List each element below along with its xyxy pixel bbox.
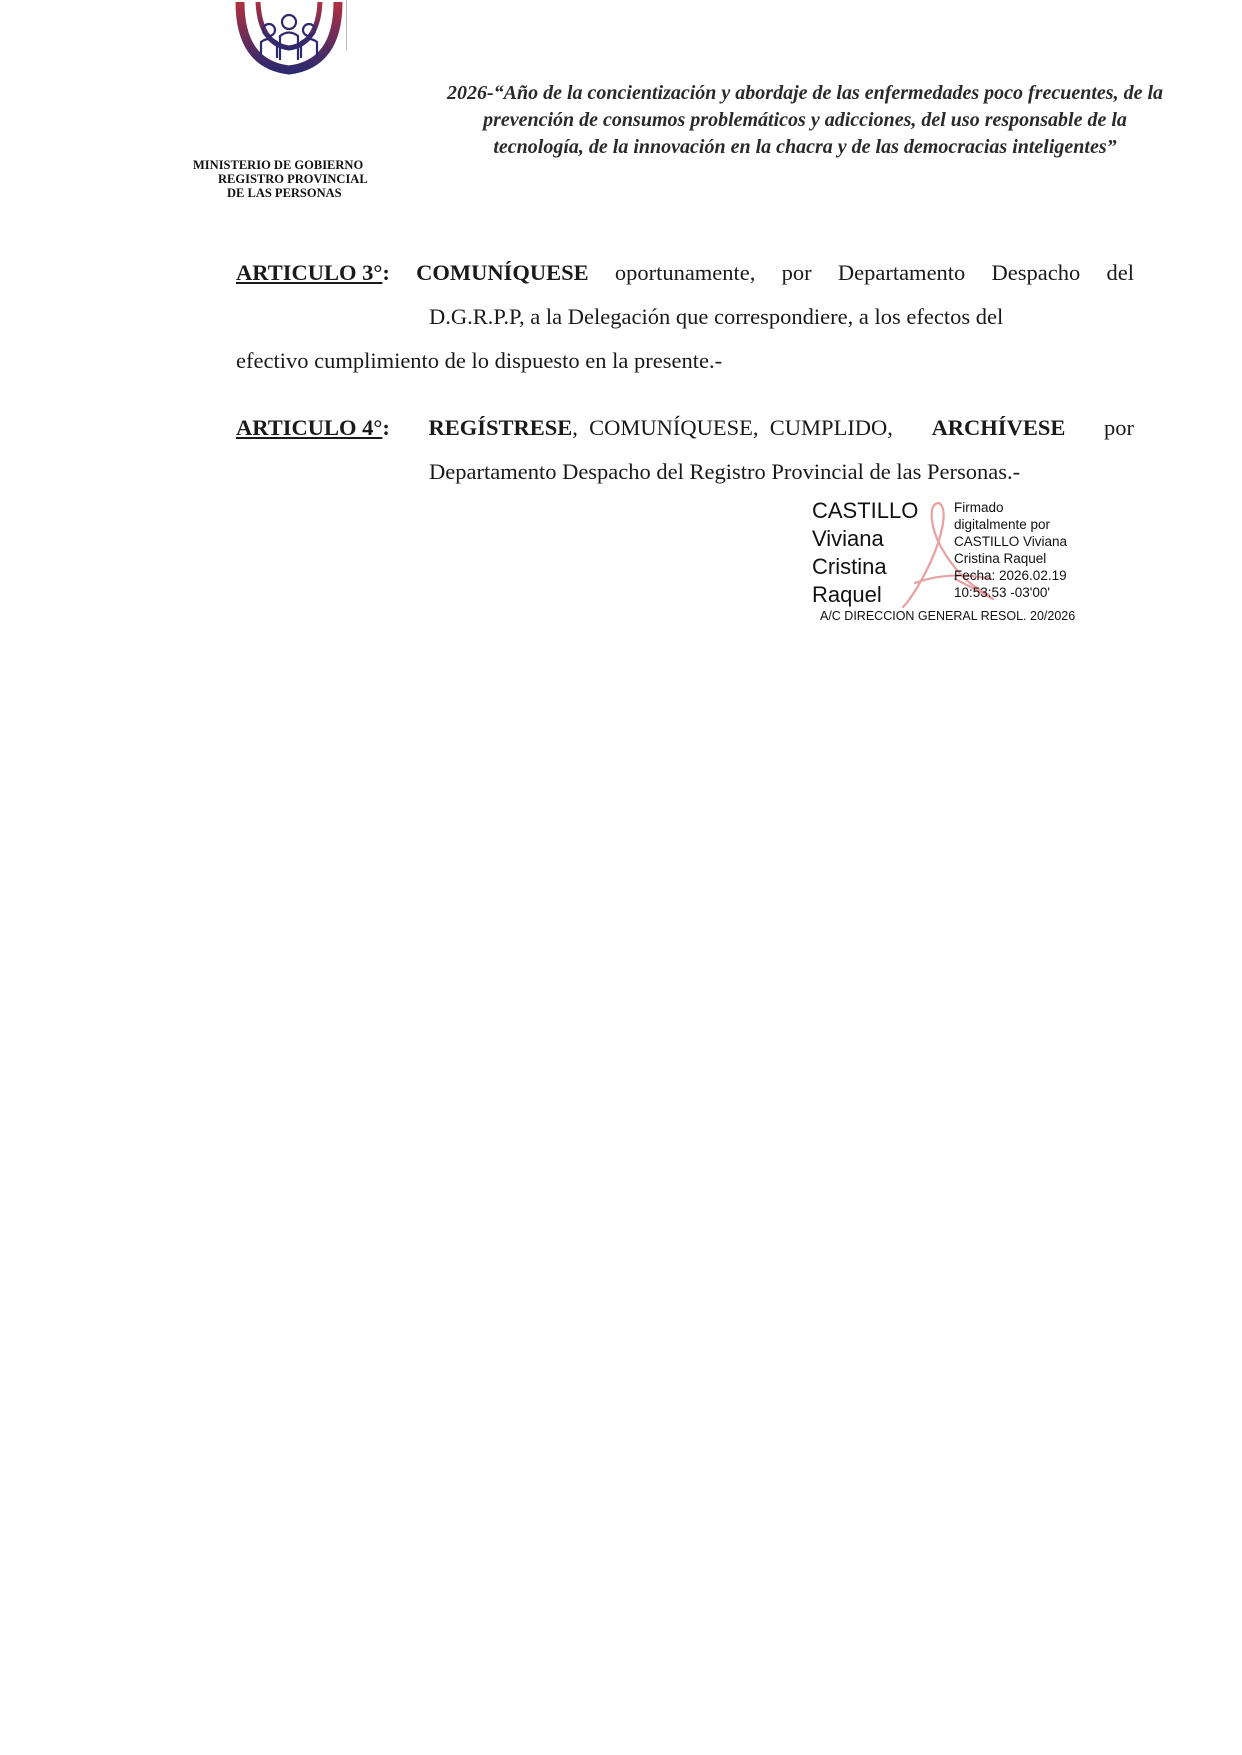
signer-role: A/C DIRECCION GENERAL RESOL. 20/2026 — [820, 609, 1076, 623]
signer-name-line: Viviana — [812, 526, 884, 551]
header-divider — [346, 0, 347, 50]
signature-time: 10:53:53 -03'00' — [954, 585, 1050, 600]
ministry-line: MINISTERIO DE GOBIERNO — [193, 158, 364, 172]
article-4-middle: , COMUNÍQUESE, CUMPLIDO, — [572, 415, 893, 440]
signature-info — [954, 499, 1067, 601]
article-4-line-1 — [236, 406, 1134, 450]
article-4-end-word: por — [1103, 415, 1134, 440]
signature-info-line: Firmado — [954, 500, 1004, 515]
motto-line: prevención de consumos problemáticos y adicciones, del uso responsable de la — [483, 109, 1127, 131]
year-motto — [415, 80, 1195, 161]
motto-line: 2026-“Año de la concientización y abordaje de las enfermedades poco frecuentes, de la — [446, 82, 1163, 104]
signer-name-line: Cristina — [812, 554, 887, 579]
signer-name-line: CASTILLO — [812, 498, 919, 523]
signature-info-line: CASTILLO Viviana — [954, 534, 1068, 549]
motto-line: tecnología, de la innovación en la chacra y de las democracias inteligentes” — [493, 136, 1117, 158]
article-4-keyword-archive: ARCHÍVESE — [931, 415, 1066, 440]
article-3-line-2: D.G.R.P.P, a la Delegación que correspondiere, a los efectos del — [429, 304, 1004, 329]
article-3-line-3: efectivo cumplimiento de lo dispuesto en la presente.- — [236, 348, 723, 373]
article-3-word: Despacho — [991, 260, 1081, 285]
signature-info-line: digitalmente por — [954, 517, 1051, 532]
article-3-word: oportunamente, — [614, 260, 756, 285]
article-4 — [236, 406, 1134, 494]
signer-name-line: Raquel — [812, 582, 882, 607]
article-3-line-1 — [236, 251, 1134, 295]
article-3-word: Departamento — [837, 260, 966, 285]
article-4-line-2: Departamento Despacho del Registro Provincial de las Personas.- — [429, 459, 1021, 484]
article-3-word: por — [781, 260, 812, 285]
article-4-label: ARTICULO 4° — [236, 415, 383, 440]
article-4-keyword-register: REGÍSTRESE — [428, 415, 573, 440]
article-3-label: ARTICULO 3° — [236, 260, 383, 285]
digital-signature — [812, 497, 1112, 627]
ministry-heading — [190, 158, 390, 200]
article-3-colon: : — [382, 260, 390, 285]
registry-line: REGISTRO PROVINCIAL — [218, 172, 368, 186]
article-3-keyword: COMUNÍQUESE — [416, 260, 589, 285]
signature-date: Fecha: 2026.02.19 — [954, 568, 1067, 583]
article-3 — [236, 251, 1134, 383]
article-3-word: del — [1106, 260, 1134, 285]
signer-name — [812, 497, 918, 609]
signature-info-line: Cristina Raquel — [954, 551, 1047, 566]
article-4-colon: : — [382, 415, 390, 440]
family-emblem-icon — [234, 0, 344, 76]
persons-line: DE LAS PERSONAS — [227, 186, 342, 200]
